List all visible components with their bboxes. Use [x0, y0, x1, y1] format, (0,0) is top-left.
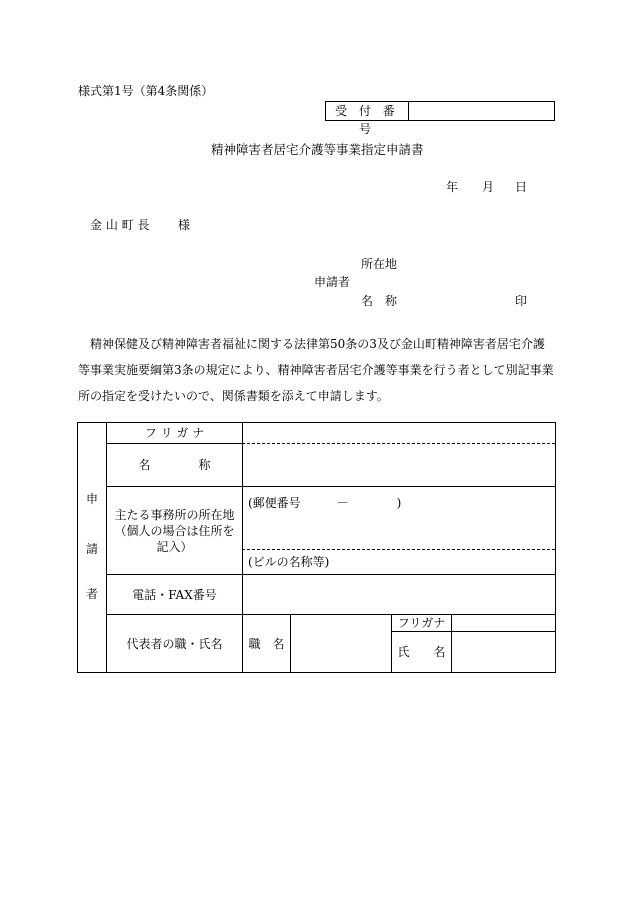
organization-name-field[interactable]	[243, 444, 555, 486]
application-statement: 精神保健及び精神障害者福祉に関する法律第50条の3及び金山町精神障害者居宅介護等事業実施要綱第3条の規定により、精神障害者居宅介護等事業を行う者として別記事業所の指定を受けたいので、関係書類を添えて申請します。	[78, 337, 554, 403]
building-name-field[interactable]: (ビルの名称等)	[248, 555, 330, 569]
side-label-char-3: 者	[86, 587, 99, 601]
office-address-label: 主たる事務所の所在地（個人の場合は住所を記入）	[114, 507, 235, 554]
receipt-number-label: 受 付 番 号	[326, 102, 409, 120]
seal-mark: 印	[515, 294, 528, 308]
date-day: 日	[515, 180, 528, 194]
phone-fax-field[interactable]	[243, 575, 555, 614]
receipt-number-box	[325, 101, 555, 136]
person-name-label: 氏 名	[397, 645, 446, 659]
person-name-field[interactable]	[452, 632, 555, 672]
applicant-label: 申請者	[314, 275, 351, 289]
furigana-field[interactable]	[243, 423, 555, 443]
furigana2-field[interactable]	[452, 615, 555, 631]
postal-code-field[interactable]: (郵便番号 － )	[248, 496, 402, 510]
receipt-number-field[interactable]	[409, 102, 554, 120]
representative-label: 代表者の職・氏名	[126, 636, 223, 651]
location-label: 所在地	[361, 257, 398, 271]
document-title: 精神障害者居宅介護等事業指定申請書	[211, 142, 424, 157]
phone-fax-label: 電話・FAX番号	[132, 587, 217, 602]
addressee-honorific: 様	[178, 218, 191, 232]
name-label: 名 称	[361, 294, 398, 308]
addressee-name: 金 山 町 長	[90, 218, 150, 232]
furigana-label: フ リ ガ ナ	[144, 426, 205, 440]
date-month: 月	[482, 180, 495, 194]
side-label-char-2: 請	[86, 542, 99, 556]
furigana2-label: フリガナ	[397, 616, 446, 630]
organization-name-label: 名 称	[138, 458, 211, 472]
form-number: 様式第1号（第4条関係）	[78, 84, 214, 98]
position-label: 職 名	[248, 636, 285, 651]
date-year: 年	[446, 180, 459, 194]
side-label-char-1: 申	[86, 492, 99, 506]
position-field[interactable]	[291, 615, 391, 672]
